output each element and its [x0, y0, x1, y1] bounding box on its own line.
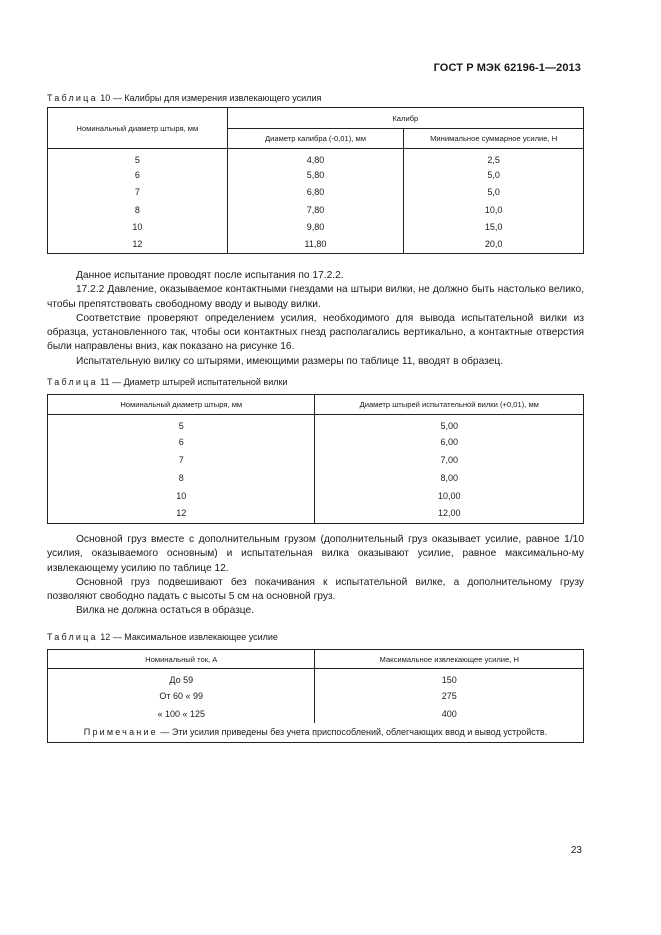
table10-col1-header: Номинальный диаметр штыря, мм [48, 108, 228, 149]
table-row [48, 236, 584, 254]
table-cell: 9,80 [227, 219, 404, 237]
table-cell: До 59 [48, 669, 315, 687]
table-cell: 150 [315, 669, 584, 687]
table-cell: 11,80 [227, 236, 404, 254]
table-cell: 10,0 [404, 201, 584, 219]
table-row [48, 184, 584, 202]
table-cell: 5 [48, 415, 315, 433]
table12-caption-label: Таблица [47, 632, 98, 642]
table12-caption-text: 12 — Максимальное извлекающее усилие [100, 632, 278, 642]
table10-caption-label: Таблица [47, 93, 98, 103]
table-cell: 4,80 [227, 149, 404, 167]
table12-note [48, 723, 584, 743]
table-cell: 8 [48, 469, 315, 487]
paragraph: Испытательную вилку со штырями, имеющими размеры по таблице 11, вводят в образец. [76, 355, 504, 367]
table-cell: « 100 « 125 [48, 705, 315, 723]
table-cell: От 60 « 99 [48, 687, 315, 705]
table-cell: 5,0 [404, 166, 584, 184]
table-cell: 8 [48, 201, 228, 219]
table10-group-header: Калибр [227, 108, 583, 129]
table-cell: 20,0 [404, 236, 584, 254]
table-row [48, 166, 584, 184]
table-cell: 6,00 [315, 433, 584, 451]
table10-caption [47, 93, 321, 103]
table-row [48, 505, 584, 523]
table-cell: 12,00 [315, 505, 584, 523]
table-cell: 10 [48, 219, 228, 237]
table-cell: 2,5 [404, 149, 584, 167]
paragraph: Данное испытание проводят после испытания по 17.2.2. [76, 270, 344, 281]
table10-col2-header: Диаметр калибра (-0,01), мм [227, 129, 404, 149]
table-cell: 6 [48, 433, 315, 451]
table11-caption-text: 11 — Диаметр штырей испытательной вилки [100, 377, 288, 387]
table-cell: 6 [48, 166, 228, 184]
paragraph: Вилка не должна остаться в образце. [76, 605, 255, 617]
page-number: 23 [570, 845, 582, 856]
table-row [48, 201, 584, 219]
table-cell: 10,00 [315, 487, 584, 505]
table-cell: 12 [48, 505, 315, 523]
table-row [48, 219, 584, 237]
table10-col3-header: Минимальное суммарное усилие, Н [404, 129, 584, 149]
table11-caption-label: Таблица [47, 377, 98, 387]
table-row [48, 687, 584, 705]
table-cell: 7,00 [315, 451, 584, 469]
table11-col1-header: Номинальный диаметр штыря, мм [48, 395, 315, 415]
table-cell: 8,00 [315, 469, 584, 487]
table-row [48, 149, 584, 167]
table-row [48, 433, 584, 451]
table12 [47, 649, 584, 743]
table-cell: 5,0 [404, 184, 584, 202]
table-cell: 400 [315, 705, 584, 723]
table11 [47, 394, 584, 524]
table10-caption-text: 10 — Калибры для измерения извлекающего усилия [100, 93, 322, 103]
table-cell: 5 [48, 149, 228, 167]
table-row [48, 469, 584, 487]
body-text-2 [47, 533, 584, 619]
table-cell: 7 [48, 451, 315, 469]
note-text: — Эти усилия приведены без учета приспособлений, облегчающих ввод и вывод устройств. [160, 726, 548, 737]
paragraph: Основной груз вместе с дополнительным грузом (дополнительный груз оказывает усилие, равное 1/10 усилия, оказываемого основным) и испытательная вилка оказывают усилие, равное максимально-му извлекающему усилию по таблице 12. [47, 534, 584, 574]
table12-col2-header: Максимальное извлекающее усилие, Н [315, 650, 584, 669]
table-cell: 5,80 [227, 166, 404, 184]
table-cell: 10 [48, 487, 315, 505]
table-row [48, 415, 584, 433]
table-cell: 7,80 [227, 201, 404, 219]
paragraph: Соответствие проверяют определением усилия, необходимого для вывода испытательной вилки из образца, установленного так, чтобы оси контактных гнезд располагались вертикально, а контактные отверстия были направлены вниз, как показано на рисунке 16. [47, 312, 584, 353]
table11-col2-header: Диаметр штырей испытательной вилки (+0,01), мм [315, 395, 584, 415]
table-row [48, 487, 584, 505]
table12-col1-header: Номинальный ток, А [48, 650, 315, 669]
note-label: Примечание [83, 726, 158, 737]
table-cell: 5,00 [315, 415, 584, 433]
table10 [47, 107, 584, 254]
table-cell: 7 [48, 184, 228, 202]
table-cell: 15,0 [404, 219, 584, 237]
table12-caption [47, 632, 278, 642]
body-text-1 [47, 269, 584, 369]
table-cell: 12 [48, 236, 228, 254]
table-row [48, 669, 584, 687]
document-header: ГОСТ Р МЭК 62196-1—2013 [433, 62, 581, 74]
table-cell: 275 [315, 687, 584, 705]
table11-caption [47, 377, 287, 387]
table-cell: 6,80 [227, 184, 404, 202]
table-row [48, 705, 584, 723]
paragraph: Основной груз подвешивают без покачивания к испытательной вилке, а дополнительному грузу позволяют свободно падать с высоты 5 см на основной груз. [47, 576, 584, 603]
table-row [48, 451, 584, 469]
paragraph: 17.2.2 Давление, оказываемое контактными гнездами на штыри вилки, не должно быть настолько велико, чтобы препятствовать свободному вводу и выводу вилки. [47, 284, 584, 310]
